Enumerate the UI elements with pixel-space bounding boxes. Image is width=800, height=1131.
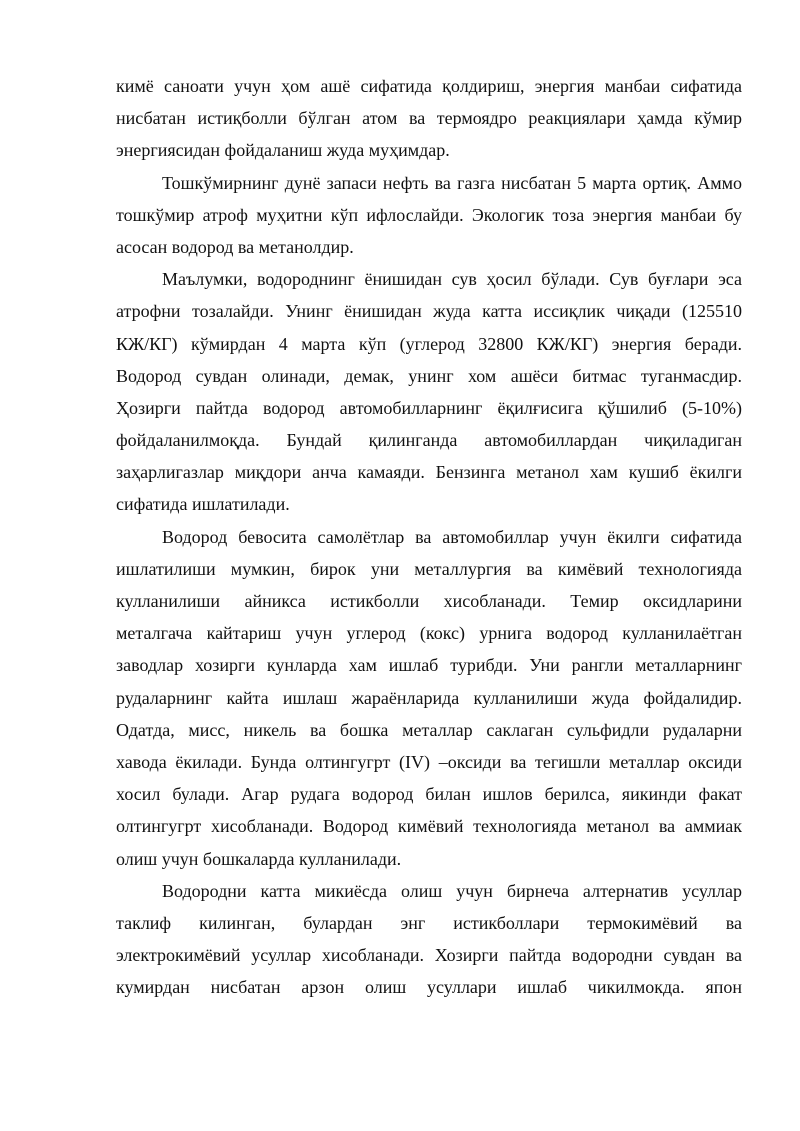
- text-line: кимё саноати учун ҳом ашё сифатида қолдириш, энергия манбаи сифатида: [116, 76, 742, 96]
- text-line: Ҳозирги пайтда водород автомобилларнинг ёқилғисига қўшилиб (5-10%): [116, 397, 742, 418]
- paragraph: [116, 70, 742, 167]
- text-line: олтингугрт хисобланади. Водород кимёвий технологияда метанол ва аммиак: [116, 816, 742, 837]
- text-line: кумирдан нисбатан арзон олиш усуллари ишлаб чикилмокда. япон: [116, 977, 742, 998]
- text-line: хавода ёкилади. Бунда олтингугрт (IV) –оксиди ва тегишли металлар оксиди: [116, 751, 742, 772]
- text-line: таклиф килинган, булардан энг истикболлари термокимёвий ва: [116, 912, 742, 933]
- text-line: Одатда, мисс, никель ва бошка металлар саклаган сульфидли рудаларни: [116, 719, 742, 740]
- text-line: КЖ/КГ) кўмирдан 4 марта кўп (углерод 32800 КЖ/КГ) энергия беради.: [116, 333, 742, 354]
- text-line: Водородни катта микиёсда олиш учун бирнеча алтернатив усуллар: [162, 880, 742, 901]
- text-line: Маълумки, водороднинг ёнишидан сув ҳосил бўлади. Сув буғлари эса: [162, 269, 742, 290]
- text-line: металгача кайтариш учун углерод (кокс) урнига водород кулланилаётган: [116, 623, 742, 644]
- text-line: кулланилиши айникса истикболли хисобланади. Темир оксидларини: [116, 591, 742, 611]
- paragraph: [116, 875, 742, 1004]
- text-line: энергиясидан фойдаланиш жуда муҳимдар.: [116, 140, 450, 161]
- text-line: электрокимёвий усуллар хисобланади. Хозирги пайтда водородни сувдан ва: [116, 945, 742, 966]
- text-line: Тошкўмирнинг дунё запаси нефть ва газга нисбатан 5 марта ортиқ. Аммо: [162, 172, 742, 193]
- paragraph: [116, 167, 742, 264]
- text-line: асосан водород ва метанолдир.: [116, 236, 354, 257]
- paragraph: [116, 521, 742, 875]
- text-line: Водород бевосита самолётлар ва автомобиллар учун ёкилги сифатида: [162, 526, 742, 547]
- text-line: сифатида ишлатилади.: [116, 494, 290, 515]
- text-line: нисбатан истиқболли бўлган атом ва термоядро реакциялари ҳамда кўмир: [116, 108, 742, 129]
- text-line: Водород сувдан олинади, демак, унинг хом ашёси битмас туганмасдир.: [116, 365, 742, 386]
- text-line: атрофни тозалайди. Унинг ёнишидан жуда катта иссиқлик чиқади (125510: [116, 301, 742, 322]
- text-line: заводлар хозирги кунларда хам ишлаб турибди. Уни рангли металларнинг: [116, 655, 742, 676]
- text-line: рудаларнинг кайта ишлаш жараёнларида кулланилиши жуда фойдалидир.: [116, 687, 742, 708]
- text-line: заҳарлигазлар миқдори анча камаяди. Бензинга метанол хам кушиб ёкилги: [116, 462, 742, 483]
- paragraph: [116, 263, 742, 521]
- text-line: хосил булади. Агар рудага водород билан ишлов берилса, яикинди факат: [116, 784, 742, 805]
- text-line: олиш учун бошкаларда кулланилади.: [116, 848, 402, 869]
- text-line: ишлатилиши мумкин, бирок уни металлургия ва кимёвий технологияда: [116, 558, 742, 579]
- text-line: тошкўмир атроф муҳитни кўп ифлослайди. Экологик тоза энергия манбаи бу: [116, 204, 742, 225]
- document-body: [116, 70, 742, 1003]
- text-line: фойдаланилмоқда. Бундай қилинганда автомобиллардан чиқиладиган: [116, 430, 742, 451]
